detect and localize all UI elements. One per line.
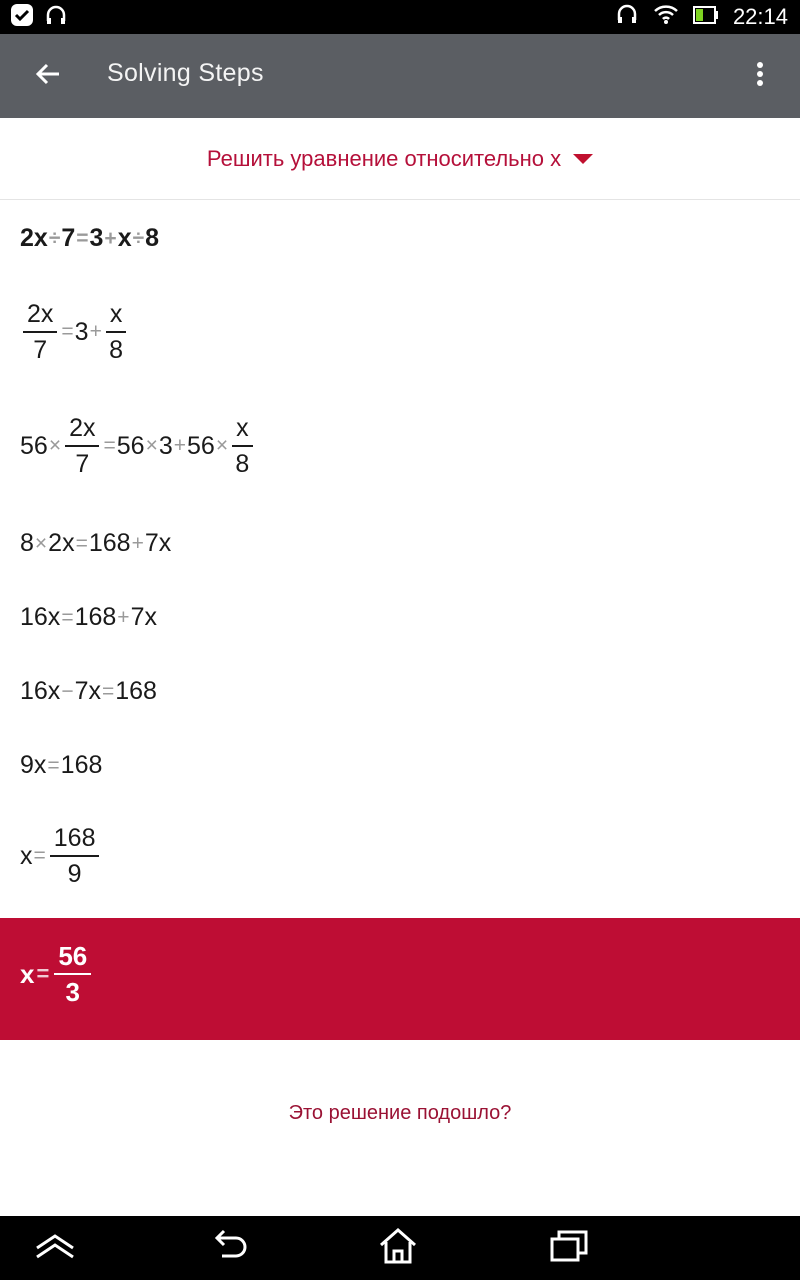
numerator: 2x — [23, 300, 57, 333]
overflow-menu-button[interactable] — [740, 56, 780, 96]
arrow-left-icon — [35, 63, 61, 90]
numerator: x — [106, 300, 127, 333]
mode-selector-label: Решить уравнение относительно x — [206, 145, 562, 171]
equals-operator: = — [103, 434, 116, 457]
plus-operator: + — [131, 531, 144, 555]
fraction — [232, 414, 253, 478]
equals-operator: = — [36, 961, 50, 986]
denominator: 9 — [67, 860, 82, 888]
recent-apps-button[interactable] — [545, 1226, 593, 1270]
step-1 — [20, 224, 159, 253]
term: 3 — [158, 431, 173, 460]
plus-operator: + — [89, 320, 102, 343]
fraction — [65, 414, 99, 478]
numerator: 168 — [50, 824, 100, 857]
fraction — [50, 824, 100, 888]
status-bar — [0, 0, 800, 34]
numerator: 2x — [65, 414, 99, 447]
step-2 — [20, 300, 129, 364]
term: 7x — [130, 603, 157, 631]
page-title: Solving Steps — [107, 59, 264, 87]
fraction — [106, 300, 127, 364]
plus-operator: + — [104, 226, 117, 250]
term: 7x — [144, 529, 172, 557]
term: 9x — [20, 751, 47, 779]
term: 3 — [74, 317, 89, 346]
step-4 — [20, 529, 171, 558]
home-icon — [378, 1227, 418, 1270]
step-3 — [20, 414, 256, 478]
step-8 — [20, 824, 102, 888]
clock-time: 22:14 — [732, 4, 788, 29]
term: 168 — [74, 603, 117, 631]
times-operator: × — [48, 434, 62, 457]
equals-operator: = — [76, 226, 89, 250]
equals-operator: = — [33, 844, 46, 867]
times-operator: × — [145, 434, 158, 457]
term: 56 — [116, 431, 145, 460]
denominator: 7 — [33, 336, 48, 364]
back-nav-button[interactable] — [206, 1226, 254, 1270]
chevron-up-icon — [34, 1231, 76, 1266]
term: 56 — [187, 431, 215, 460]
wifi-icon — [653, 3, 679, 31]
term: 16x — [20, 677, 61, 705]
app-bar — [0, 34, 800, 118]
equals-operator: = — [61, 605, 74, 629]
numerator: x — [232, 414, 253, 447]
equals-operator: = — [47, 753, 60, 777]
headphones-icon — [44, 3, 68, 32]
step-5 — [20, 603, 157, 632]
equals-operator: = — [101, 679, 115, 703]
equals-operator: = — [75, 531, 88, 555]
step-7 — [20, 751, 102, 780]
check-notification-icon — [10, 3, 34, 32]
fraction — [23, 300, 57, 364]
plus-operator: + — [117, 605, 130, 629]
status-right-icons — [615, 0, 788, 34]
home-button[interactable] — [374, 1226, 422, 1270]
denominator: 3 — [65, 977, 81, 1007]
term: 168 — [88, 529, 131, 557]
fraction — [54, 942, 91, 1006]
navigation-bar — [0, 1216, 800, 1280]
final-result — [0, 918, 800, 1040]
divide-operator: ÷ — [132, 226, 145, 250]
collapse-button[interactable] — [31, 1226, 79, 1270]
headphones-icon — [615, 2, 639, 32]
term: 56 — [20, 431, 48, 460]
term: 168 — [115, 677, 157, 705]
minus-operator: − — [61, 679, 74, 703]
times-operator: × — [34, 531, 48, 555]
back-arrow-icon — [210, 1229, 250, 1268]
term: 2x — [48, 529, 75, 557]
step-6 — [20, 677, 157, 706]
divide-operator: ÷ — [48, 226, 61, 250]
status-left-icons — [10, 5, 68, 29]
term: 16x — [20, 603, 61, 631]
term: 8 — [20, 529, 34, 557]
term: 8 — [145, 224, 160, 252]
battery-icon — [693, 4, 719, 30]
feedback-link[interactable]: Это решение подошло? — [288, 1102, 512, 1124]
term: 7 — [61, 224, 76, 252]
caret-down-icon — [573, 154, 593, 164]
back-button[interactable] — [28, 56, 68, 96]
plus-operator: + — [173, 434, 186, 457]
mode-selector[interactable] — [0, 118, 800, 200]
result-equation — [20, 942, 94, 1006]
term: 2x — [20, 224, 48, 252]
denominator: 7 — [75, 450, 90, 478]
term: 168 — [60, 751, 103, 779]
denominator: 8 — [235, 450, 250, 478]
term: x — [20, 841, 33, 870]
term: x — [20, 958, 35, 989]
recent-apps-icon — [549, 1229, 589, 1268]
term: 7x — [74, 677, 101, 705]
denominator: 8 — [109, 336, 124, 364]
numerator: 56 — [54, 942, 91, 975]
term: 3 — [89, 224, 104, 252]
term: x — [117, 224, 132, 252]
times-operator: × — [215, 434, 229, 457]
equals-operator: = — [61, 320, 74, 343]
more-vertical-icon — [756, 61, 764, 92]
